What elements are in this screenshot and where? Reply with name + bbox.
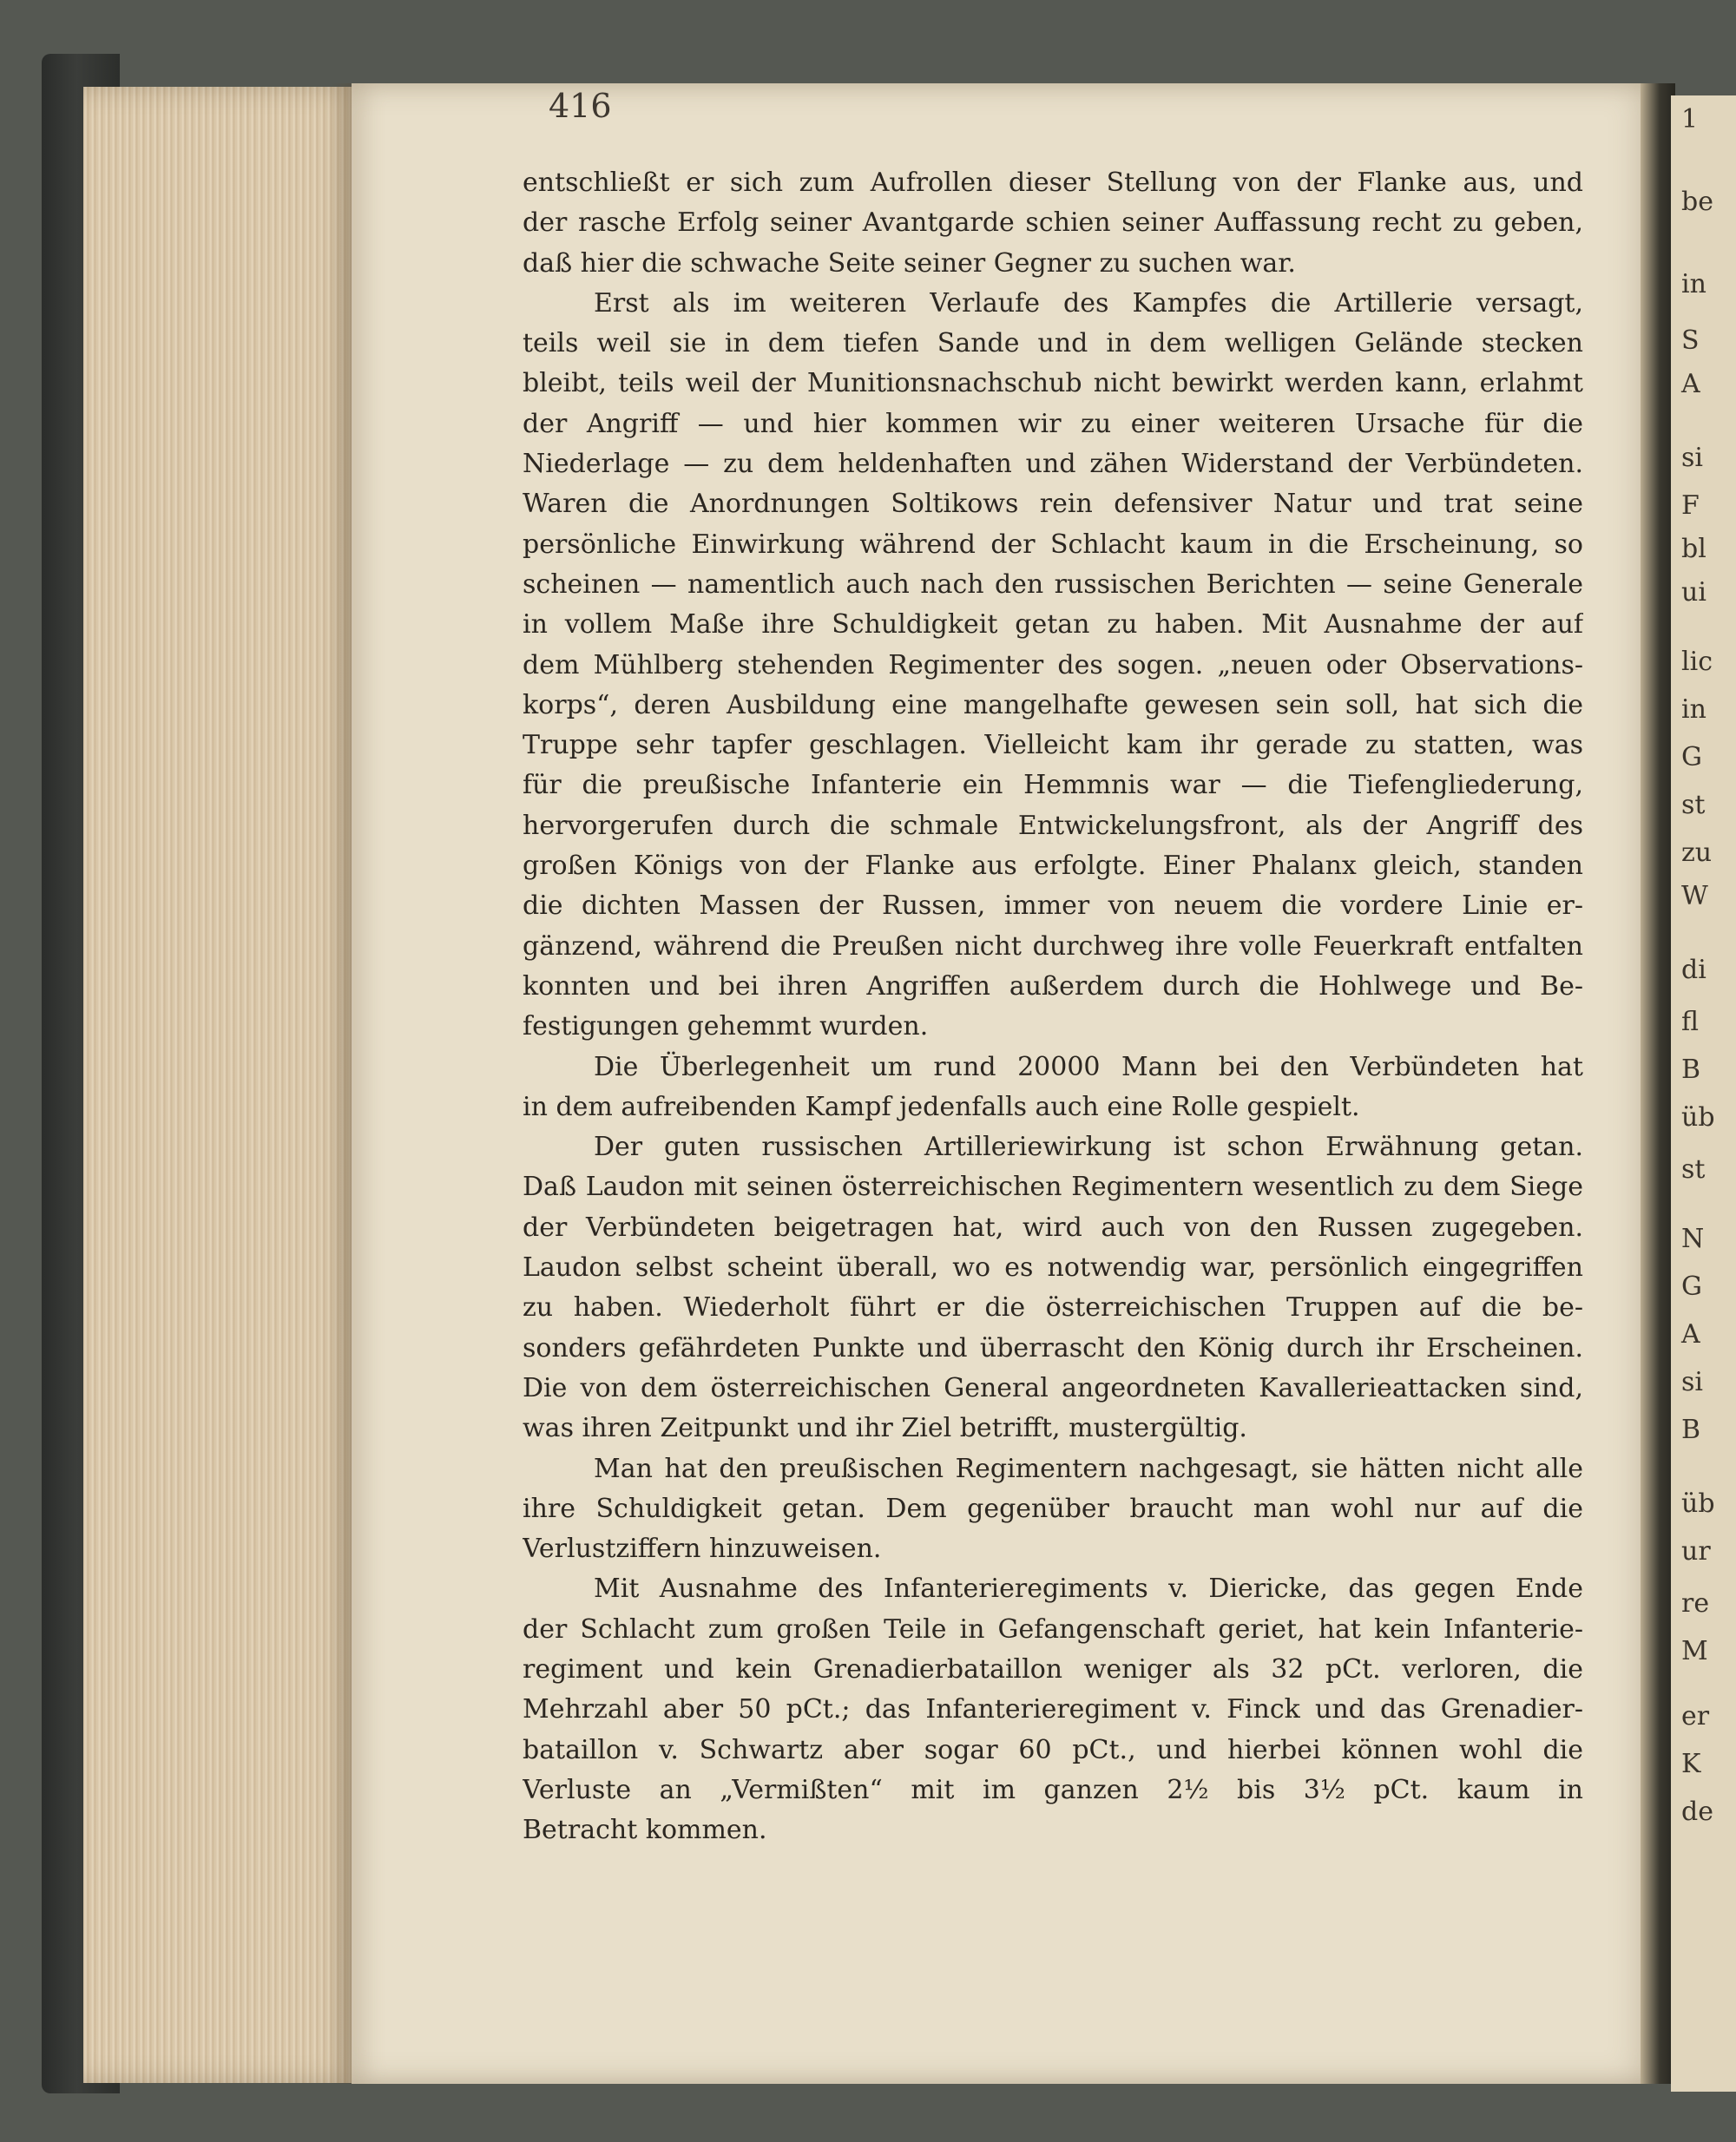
text-line: Man hat den preußischen Regimentern nachgesagt, sie hätten nicht alle bbox=[594, 1453, 1583, 1484]
right-page-fragment: N bbox=[1681, 1224, 1705, 1254]
right-page-fragment: 1 bbox=[1681, 104, 1699, 135]
page-stack-edge bbox=[83, 87, 361, 2083]
right-page-fragment: zu bbox=[1681, 838, 1713, 868]
text-line: Verlustziffern hinzuweisen. bbox=[523, 1534, 882, 1565]
text-line: Niederlage — zu dem heldenhaften und zähen Widerstand der Verbündeten. bbox=[523, 449, 1583, 480]
right-page-fragment: er bbox=[1681, 1701, 1710, 1731]
text-line: was ihren Zeitpunkt und ihr Ziel betrifft, mustergültig. bbox=[523, 1413, 1247, 1444]
text-line: bleibt, teils weil der Munitionsnachschub nicht bewirkt werden kann, erlahmt bbox=[523, 368, 1583, 399]
right-page-fragment: bl bbox=[1681, 534, 1706, 564]
text-line: festigungen gehemmt wurden. bbox=[523, 1011, 929, 1042]
paragraph bbox=[523, 1569, 1583, 1850]
text-line: Daß Laudon mit seinen österreichischen Regimentern wesentlich zu dem Siege bbox=[523, 1172, 1583, 1203]
text-line: regiment und kein Grenadierbataillon weniger als 32 pCt. verloren, die bbox=[523, 1653, 1583, 1685]
paragraph bbox=[523, 1048, 1583, 1128]
text-line: gänzend, während die Preußen nicht durchweg ihre volle Feuerkraft entfalten bbox=[523, 930, 1583, 962]
text-line: zu haben. Wiederholt führt er die österreichischen Truppen auf die be- bbox=[523, 1292, 1583, 1324]
paragraph bbox=[523, 1127, 1583, 1449]
text-line: ihre Schuldigkeit getan. Dem gegenüber braucht man wohl nur auf die bbox=[523, 1493, 1583, 1524]
right-page-fragment: si bbox=[1681, 1367, 1703, 1397]
right-page bbox=[1671, 95, 1736, 2092]
right-page-fragment: K bbox=[1681, 1749, 1701, 1779]
text-line: großen Königs von der Flanke aus erfolgte. Einer Phalanx gleich, standen bbox=[523, 851, 1583, 882]
right-page-fragment: re bbox=[1681, 1588, 1710, 1619]
text-line: Mit Ausnahme des Infanterieregiments v. Diericke, das gegen Ende bbox=[594, 1574, 1583, 1605]
right-page-fragment: G bbox=[1681, 742, 1702, 772]
page-body-text bbox=[523, 163, 1583, 1850]
right-page-fragment: F bbox=[1681, 490, 1700, 521]
text-line: teils weil sie in dem tiefen Sande und in dem welligen Gelände stecken bbox=[523, 328, 1583, 359]
right-page-fragment: ui bbox=[1681, 577, 1706, 608]
paragraph bbox=[523, 284, 1583, 1048]
right-page-fragment: A bbox=[1681, 1319, 1700, 1350]
text-line: Laudon selbst scheint überall, wo es notwendig war, persönlich eingegriffen bbox=[523, 1252, 1583, 1284]
text-line: hervorgerufen durch die schmale Entwickelungsfront, als der Angriff des bbox=[523, 810, 1583, 841]
text-line: der Verbündeten beigetragen hat, wird auch von den Russen zugegeben. bbox=[523, 1212, 1583, 1243]
text-line: Betracht kommen. bbox=[523, 1815, 767, 1846]
text-line: die dichten Massen der Russen, immer von neuem die vordere Linie er- bbox=[523, 890, 1583, 922]
text-line: der Schlacht zum großen Teile in Gefangenschaft geriet, hat kein Infanterie- bbox=[523, 1613, 1583, 1645]
text-line: korps“, deren Ausbildung eine mangelhafte gewesen sein soll, hat sich die bbox=[523, 689, 1583, 720]
text-line: konnten und bei ihren Angriffen außerdem durch die Hohlwege und Be- bbox=[523, 970, 1583, 1002]
right-page-fragment: W bbox=[1681, 881, 1708, 911]
right-page-fragment: fl bbox=[1681, 1007, 1700, 1037]
text-line: Verluste an „Vermißten“ mit im ganzen 2½ bis 3½ pCt. kaum in bbox=[523, 1774, 1583, 1805]
text-line: daß hier die schwache Seite seiner Gegner zu suchen war. bbox=[523, 247, 1296, 279]
text-line: sonders gefährdeten Punkte und überrascht den König durch ihr Erscheinen. bbox=[523, 1332, 1583, 1363]
text-line: persönliche Einwirkung während der Schlacht kaum in die Erscheinung, so bbox=[523, 529, 1583, 560]
text-line: in dem aufreibenden Kampf jedenfalls auch eine Rolle gespielt. bbox=[523, 1091, 1360, 1122]
right-page-fragment: di bbox=[1681, 955, 1706, 985]
text-line: Der guten russischen Artilleriewirkung ist schon Erwähnung getan. bbox=[594, 1132, 1583, 1163]
paragraph bbox=[523, 1449, 1583, 1570]
right-page-fragment: lic bbox=[1681, 647, 1713, 677]
text-line: der Angriff — und hier kommen wir zu einer weiteren Ursache für die bbox=[523, 408, 1583, 439]
text-line: für die preußische Infanterie ein Hemmnis war — die Tiefengliederung, bbox=[523, 770, 1583, 801]
paragraph bbox=[523, 163, 1583, 284]
right-page-fragment: in bbox=[1681, 269, 1706, 299]
text-line: bataillon v. Schwartz aber sogar 60 pCt., und hierbei können wohl die bbox=[523, 1734, 1583, 1765]
text-line: dem Mühlberg stehenden Regimenter des sogen. „neuen oder Observations- bbox=[523, 649, 1583, 680]
text-line: entschließt er sich zum Aufrollen dieser Stellung von der Flanke aus, und bbox=[523, 168, 1583, 198]
right-page-fragment: de bbox=[1681, 1797, 1713, 1827]
right-page-fragment: in bbox=[1681, 694, 1706, 725]
text-line: Die von dem österreichischen General angeordneten Kavallerieattacken sind, bbox=[523, 1372, 1583, 1403]
right-page-fragment: S bbox=[1681, 325, 1700, 356]
right-page-fragment: ur bbox=[1681, 1536, 1711, 1567]
right-page-fragment: G bbox=[1681, 1271, 1702, 1302]
right-page-fragment: B bbox=[1681, 1055, 1701, 1085]
text-line: Mehrzahl aber 50 pCt.; das Infanterieregiment v. Finck und das Grenadier- bbox=[523, 1694, 1583, 1725]
text-line: scheinen — namentlich auch nach den russischen Berichten — seine Generale bbox=[523, 568, 1583, 600]
text-line: in vollem Maße ihre Schuldigkeit getan zu haben. Mit Ausnahme der auf bbox=[523, 609, 1583, 641]
right-page-fragment: M bbox=[1681, 1636, 1708, 1666]
text-line: Truppe sehr tapfer geschlagen. Vielleicht kam ihr gerade zu statten, was bbox=[523, 730, 1583, 761]
text-line: der rasche Erfolg seiner Avantgarde schien seiner Auffassung recht zu geben, bbox=[523, 207, 1583, 239]
right-page-fragment: st bbox=[1681, 1154, 1706, 1185]
text-line: Die Überlegenheit um rund 20000 Mann bei den Verbündeten hat bbox=[594, 1051, 1583, 1082]
right-page-fragment: üb bbox=[1681, 1488, 1715, 1519]
right-page-fragment: st bbox=[1681, 790, 1706, 820]
right-page-fragment: üb bbox=[1681, 1102, 1715, 1133]
text-line: Erst als im weiteren Verlaufe des Kampfes die Artillerie versagt, bbox=[594, 287, 1583, 319]
right-page-fragment: si bbox=[1681, 443, 1703, 473]
right-page-fragment: be bbox=[1681, 187, 1713, 217]
book-gutter bbox=[1641, 83, 1675, 2084]
text-line: Waren die Anordnungen Soltikows rein defensiver Natur und trat seine bbox=[523, 489, 1583, 520]
page-number: 416 bbox=[549, 87, 612, 125]
right-page-fragment: A bbox=[1681, 369, 1700, 399]
right-page-fragment: B bbox=[1681, 1415, 1701, 1445]
